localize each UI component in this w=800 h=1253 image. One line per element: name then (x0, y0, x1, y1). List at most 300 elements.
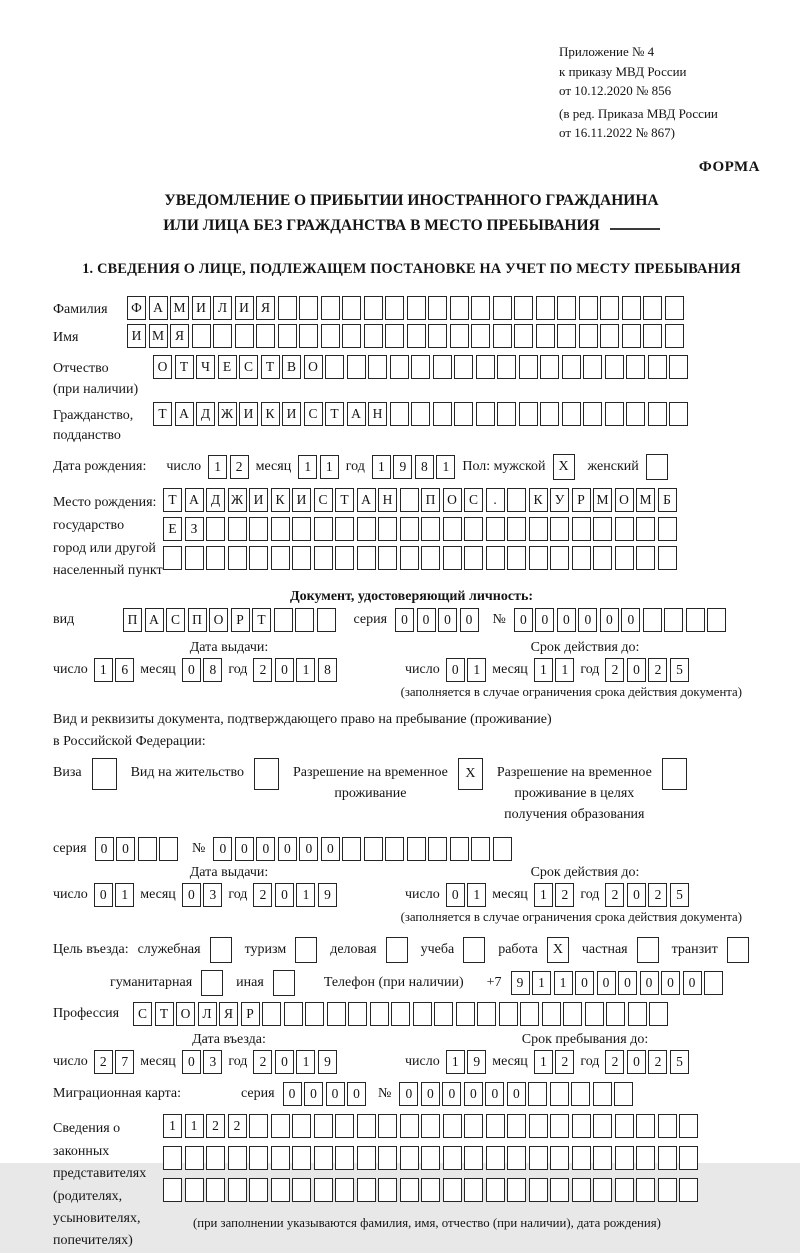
char-cell[interactable]: Е (163, 517, 182, 541)
char-cell[interactable]: 8 (415, 455, 434, 479)
char-cell[interactable] (295, 608, 314, 632)
char-cell[interactable]: О (209, 608, 228, 632)
char-cell[interactable]: 0 (275, 1050, 294, 1074)
char-cell[interactable] (636, 546, 655, 570)
char-cell[interactable] (262, 1002, 281, 1026)
char-cell[interactable]: 0 (621, 608, 640, 632)
char-cell[interactable] (628, 1002, 647, 1026)
char-cell[interactable]: 0 (627, 658, 646, 682)
entry-day-cells[interactable] (94, 1050, 135, 1074)
char-cell[interactable] (636, 1178, 655, 1202)
char-cell[interactable]: 5 (670, 658, 689, 682)
char-cell[interactable]: 0 (578, 608, 597, 632)
char-cell[interactable]: 0 (485, 1082, 504, 1106)
char-cell[interactable]: 0 (213, 837, 232, 861)
char-cell[interactable] (325, 355, 344, 379)
char-cell[interactable] (378, 1114, 397, 1138)
temp-residence-education-checkbox[interactable] (662, 758, 687, 790)
char-cell[interactable]: Т (175, 355, 194, 379)
birth-day-cells[interactable] (208, 455, 249, 479)
char-cell[interactable]: 2 (555, 1050, 574, 1074)
char-cell[interactable] (342, 837, 361, 861)
char-cell[interactable] (464, 517, 483, 541)
purpose-tourism-checkbox[interactable] (295, 937, 317, 963)
char-cell[interactable] (593, 1146, 612, 1170)
residence-permit-checkbox[interactable] (254, 758, 279, 790)
char-cell[interactable] (256, 324, 275, 348)
char-cell[interactable] (206, 546, 225, 570)
char-cell[interactable] (407, 837, 426, 861)
char-cell[interactable] (579, 324, 598, 348)
char-cell[interactable]: Ж (218, 402, 237, 426)
char-cell[interactable]: И (249, 488, 268, 512)
char-cell[interactable]: С (166, 608, 185, 632)
char-cell[interactable] (550, 1178, 569, 1202)
char-cell[interactable] (615, 1178, 634, 1202)
char-cell[interactable]: Л (213, 296, 232, 320)
char-cell[interactable]: О (615, 488, 634, 512)
char-cell[interactable] (348, 1002, 367, 1026)
purpose-humanitarian-checkbox[interactable] (201, 970, 223, 996)
char-cell[interactable] (390, 355, 409, 379)
char-cell[interactable] (357, 1178, 376, 1202)
birthplace-cells-row2[interactable] (163, 517, 677, 541)
char-cell[interactable] (471, 296, 490, 320)
char-cell[interactable]: Д (196, 402, 215, 426)
char-cell[interactable]: 2 (253, 658, 272, 682)
char-cell[interactable] (400, 488, 419, 512)
char-cell[interactable]: К (271, 488, 290, 512)
char-cell[interactable]: 5 (670, 883, 689, 907)
char-cell[interactable] (421, 517, 440, 541)
char-cell[interactable] (658, 517, 677, 541)
stay-expiry-day-cells[interactable] (446, 883, 487, 907)
char-cell[interactable] (159, 837, 178, 861)
stay-expiry-month-cells[interactable] (534, 883, 575, 907)
stay-issue-day-cells[interactable] (94, 883, 135, 907)
char-cell[interactable]: Т (252, 608, 271, 632)
char-cell[interactable] (486, 546, 505, 570)
char-cell[interactable] (636, 1146, 655, 1170)
char-cell[interactable] (606, 1002, 625, 1026)
char-cell[interactable] (271, 1114, 290, 1138)
char-cell[interactable] (643, 608, 662, 632)
char-cell[interactable] (278, 296, 297, 320)
char-cell[interactable]: 5 (670, 1050, 689, 1074)
char-cell[interactable]: А (357, 488, 376, 512)
char-cell[interactable] (572, 546, 591, 570)
char-cell[interactable] (407, 296, 426, 320)
char-cell[interactable]: Н (378, 488, 397, 512)
char-cell[interactable] (593, 546, 612, 570)
phone-cells[interactable] (511, 971, 724, 995)
char-cell[interactable] (213, 324, 232, 348)
char-cell[interactable] (299, 296, 318, 320)
char-cell[interactable] (536, 296, 555, 320)
char-cell[interactable] (400, 517, 419, 541)
char-cell[interactable] (615, 1114, 634, 1138)
char-cell[interactable]: 0 (347, 1082, 366, 1106)
char-cell[interactable] (579, 296, 598, 320)
citizenship-cells[interactable] (153, 402, 688, 426)
purpose-study-checkbox[interactable] (463, 937, 485, 963)
char-cell[interactable] (385, 296, 404, 320)
char-cell[interactable] (679, 1178, 698, 1202)
char-cell[interactable]: 1 (532, 971, 551, 995)
char-cell[interactable] (649, 1002, 668, 1026)
char-cell[interactable] (486, 1178, 505, 1202)
char-cell[interactable] (585, 1002, 604, 1026)
purpose-work-checkbox[interactable]: X (547, 937, 569, 963)
char-cell[interactable] (669, 355, 688, 379)
char-cell[interactable]: 2 (648, 883, 667, 907)
char-cell[interactable] (643, 324, 662, 348)
char-cell[interactable] (335, 1146, 354, 1170)
char-cell[interactable]: М (593, 488, 612, 512)
char-cell[interactable]: 1 (320, 455, 339, 479)
char-cell[interactable]: Ж (228, 488, 247, 512)
char-cell[interactable] (665, 296, 684, 320)
stay-until-day-cells[interactable] (446, 1050, 487, 1074)
char-cell[interactable] (391, 1002, 410, 1026)
char-cell[interactable] (292, 517, 311, 541)
purpose-other-checkbox[interactable] (273, 970, 295, 996)
char-cell[interactable]: 9 (467, 1050, 486, 1074)
char-cell[interactable] (206, 1178, 225, 1202)
char-cell[interactable]: 1 (163, 1114, 182, 1138)
char-cell[interactable]: М (636, 488, 655, 512)
char-cell[interactable]: Ф (127, 296, 146, 320)
char-cell[interactable] (411, 402, 430, 426)
char-cell[interactable]: Ч (196, 355, 215, 379)
char-cell[interactable] (507, 546, 526, 570)
char-cell[interactable]: К (529, 488, 548, 512)
char-cell[interactable]: 2 (228, 1114, 247, 1138)
char-cell[interactable]: 1 (436, 455, 455, 479)
char-cell[interactable] (271, 1178, 290, 1202)
char-cell[interactable]: И (235, 296, 254, 320)
char-cell[interactable] (507, 1178, 526, 1202)
char-cell[interactable] (593, 1178, 612, 1202)
char-cell[interactable] (357, 1146, 376, 1170)
doc-issue-month-cells[interactable] (182, 658, 223, 682)
char-cell[interactable]: 0 (640, 971, 659, 995)
char-cell[interactable] (471, 837, 490, 861)
char-cell[interactable] (274, 608, 293, 632)
char-cell[interactable]: Р (231, 608, 250, 632)
char-cell[interactable] (507, 1114, 526, 1138)
char-cell[interactable] (456, 1002, 475, 1026)
char-cell[interactable] (486, 1114, 505, 1138)
char-cell[interactable]: А (347, 402, 366, 426)
char-cell[interactable]: Т (335, 488, 354, 512)
char-cell[interactable] (519, 355, 538, 379)
char-cell[interactable] (163, 1178, 182, 1202)
char-cell[interactable] (434, 1002, 453, 1026)
char-cell[interactable]: А (175, 402, 194, 426)
char-cell[interactable]: 9 (511, 971, 530, 995)
char-cell[interactable] (493, 837, 512, 861)
char-cell[interactable]: 0 (283, 1082, 302, 1106)
char-cell[interactable] (519, 402, 538, 426)
char-cell[interactable] (572, 1178, 591, 1202)
char-cell[interactable] (704, 971, 723, 995)
char-cell[interactable]: 2 (605, 1050, 624, 1074)
char-cell[interactable]: 0 (182, 658, 201, 682)
char-cell[interactable]: Р (241, 1002, 260, 1026)
char-cell[interactable] (622, 296, 641, 320)
birthplace-cells-row3[interactable] (163, 546, 677, 570)
char-cell[interactable] (514, 324, 533, 348)
char-cell[interactable]: 0 (514, 608, 533, 632)
char-cell[interactable]: 2 (253, 1050, 272, 1074)
char-cell[interactable] (271, 1146, 290, 1170)
char-cell[interactable] (443, 546, 462, 570)
char-cell[interactable]: 0 (235, 837, 254, 861)
doc-number-cells[interactable] (514, 608, 727, 632)
char-cell[interactable] (507, 1146, 526, 1170)
char-cell[interactable] (550, 517, 569, 541)
char-cell[interactable] (477, 1002, 496, 1026)
char-cell[interactable] (357, 517, 376, 541)
char-cell[interactable]: 0 (597, 971, 616, 995)
char-cell[interactable] (572, 517, 591, 541)
char-cell[interactable]: 0 (326, 1082, 345, 1106)
char-cell[interactable]: Т (325, 402, 344, 426)
doc-issue-year-cells[interactable] (253, 658, 337, 682)
char-cell[interactable] (433, 402, 452, 426)
char-cell[interactable]: С (464, 488, 483, 512)
char-cell[interactable] (665, 324, 684, 348)
char-cell[interactable] (228, 1146, 247, 1170)
char-cell[interactable]: 0 (399, 1082, 418, 1106)
char-cell[interactable] (347, 355, 366, 379)
char-cell[interactable]: М (170, 296, 189, 320)
char-cell[interactable]: 1 (298, 455, 317, 479)
char-cell[interactable] (499, 1002, 518, 1026)
char-cell[interactable] (615, 1146, 634, 1170)
char-cell[interactable] (370, 1002, 389, 1026)
char-cell[interactable]: П (123, 608, 142, 632)
char-cell[interactable]: Е (218, 355, 237, 379)
char-cell[interactable] (486, 1146, 505, 1170)
char-cell[interactable]: Я (219, 1002, 238, 1026)
char-cell[interactable] (206, 1146, 225, 1170)
char-cell[interactable]: 8 (318, 658, 337, 682)
char-cell[interactable] (600, 324, 619, 348)
char-cell[interactable] (636, 1114, 655, 1138)
char-cell[interactable]: 1 (467, 658, 486, 682)
char-cell[interactable] (542, 1002, 561, 1026)
char-cell[interactable] (443, 517, 462, 541)
char-cell[interactable] (299, 324, 318, 348)
char-cell[interactable] (583, 402, 602, 426)
char-cell[interactable]: Д (206, 488, 225, 512)
char-cell[interactable] (593, 517, 612, 541)
char-cell[interactable]: 0 (460, 608, 479, 632)
char-cell[interactable] (540, 402, 559, 426)
char-cell[interactable]: 0 (535, 608, 554, 632)
birthplace-cells-row1[interactable] (163, 488, 677, 512)
char-cell[interactable]: О (443, 488, 462, 512)
char-cell[interactable] (138, 837, 157, 861)
char-cell[interactable]: 0 (417, 608, 436, 632)
char-cell[interactable] (335, 546, 354, 570)
char-cell[interactable] (185, 1178, 204, 1202)
char-cell[interactable]: У (550, 488, 569, 512)
char-cell[interactable] (648, 355, 667, 379)
entry-month-cells[interactable] (182, 1050, 223, 1074)
char-cell[interactable] (615, 517, 634, 541)
char-cell[interactable] (400, 546, 419, 570)
char-cell[interactable]: 6 (115, 658, 134, 682)
temp-residence-checkbox[interactable]: X (458, 758, 483, 790)
char-cell[interactable]: 0 (275, 658, 294, 682)
char-cell[interactable] (450, 296, 469, 320)
char-cell[interactable] (471, 324, 490, 348)
char-cell[interactable]: 0 (278, 837, 297, 861)
char-cell[interactable] (529, 517, 548, 541)
char-cell[interactable]: 0 (446, 658, 465, 682)
char-cell[interactable]: Т (155, 1002, 174, 1026)
char-cell[interactable]: 1 (296, 1050, 315, 1074)
char-cell[interactable] (493, 324, 512, 348)
char-cell[interactable]: 0 (627, 883, 646, 907)
char-cell[interactable] (385, 837, 404, 861)
patronymic-cells[interactable] (153, 355, 688, 379)
char-cell[interactable] (679, 1114, 698, 1138)
char-cell[interactable] (271, 517, 290, 541)
surname-cells[interactable] (127, 296, 684, 320)
char-cell[interactable] (626, 402, 645, 426)
char-cell[interactable] (571, 1082, 590, 1106)
char-cell[interactable]: 0 (116, 837, 135, 861)
char-cell[interactable] (357, 1114, 376, 1138)
doc-issue-day-cells[interactable] (94, 658, 135, 682)
char-cell[interactable] (636, 517, 655, 541)
representatives-cells-row2[interactable] (163, 1146, 698, 1170)
char-cell[interactable]: 9 (393, 455, 412, 479)
char-cell[interactable] (314, 546, 333, 570)
char-cell[interactable] (648, 402, 667, 426)
char-cell[interactable]: Т (261, 355, 280, 379)
char-cell[interactable] (520, 1002, 539, 1026)
char-cell[interactable] (314, 1146, 333, 1170)
char-cell[interactable]: 0 (661, 971, 680, 995)
char-cell[interactable]: 0 (575, 971, 594, 995)
char-cell[interactable] (192, 324, 211, 348)
char-cell[interactable] (529, 1146, 548, 1170)
char-cell[interactable] (536, 324, 555, 348)
birth-year-cells[interactable] (372, 455, 456, 479)
char-cell[interactable] (292, 1146, 311, 1170)
visa-checkbox[interactable] (92, 758, 117, 790)
char-cell[interactable] (400, 1114, 419, 1138)
char-cell[interactable] (335, 1114, 354, 1138)
char-cell[interactable]: 1 (534, 1050, 553, 1074)
char-cell[interactable] (411, 355, 430, 379)
mc-series-cells[interactable] (283, 1082, 367, 1106)
char-cell[interactable]: 8 (203, 658, 222, 682)
char-cell[interactable] (450, 324, 469, 348)
doc-series-cells[interactable] (395, 608, 479, 632)
char-cell[interactable] (271, 546, 290, 570)
purpose-business-checkbox[interactable] (386, 937, 408, 963)
char-cell[interactable]: 1 (296, 658, 315, 682)
char-cell[interactable]: 1 (372, 455, 391, 479)
char-cell[interactable]: 1 (296, 883, 315, 907)
char-cell[interactable] (421, 1146, 440, 1170)
char-cell[interactable] (557, 324, 576, 348)
char-cell[interactable] (400, 1178, 419, 1202)
char-cell[interactable] (321, 296, 340, 320)
char-cell[interactable] (528, 1082, 547, 1106)
char-cell[interactable]: 0 (421, 1082, 440, 1106)
char-cell[interactable] (550, 1114, 569, 1138)
char-cell[interactable] (562, 355, 581, 379)
char-cell[interactable] (335, 517, 354, 541)
char-cell[interactable]: С (304, 402, 323, 426)
char-cell[interactable] (249, 1178, 268, 1202)
char-cell[interactable]: 0 (442, 1082, 461, 1106)
char-cell[interactable]: 3 (203, 883, 222, 907)
char-cell[interactable] (421, 1114, 440, 1138)
char-cell[interactable] (669, 402, 688, 426)
char-cell[interactable] (368, 355, 387, 379)
char-cell[interactable]: А (149, 296, 168, 320)
char-cell[interactable]: 9 (318, 883, 337, 907)
stay-issue-month-cells[interactable] (182, 883, 223, 907)
male-checkbox[interactable]: X (553, 454, 575, 480)
char-cell[interactable] (464, 1114, 483, 1138)
stay-expiry-year-cells[interactable] (605, 883, 689, 907)
stay-number-cells[interactable] (213, 837, 512, 861)
doc-kind-cells[interactable] (123, 608, 336, 632)
char-cell[interactable]: 1 (555, 658, 574, 682)
doc-expiry-month-cells[interactable] (534, 658, 575, 682)
char-cell[interactable] (292, 1178, 311, 1202)
char-cell[interactable] (428, 837, 447, 861)
char-cell[interactable]: 2 (253, 883, 272, 907)
doc-expiry-day-cells[interactable] (446, 658, 487, 682)
char-cell[interactable] (583, 355, 602, 379)
char-cell[interactable]: 0 (94, 883, 113, 907)
char-cell[interactable]: 1 (554, 971, 573, 995)
char-cell[interactable]: 0 (95, 837, 114, 861)
char-cell[interactable] (486, 517, 505, 541)
char-cell[interactable]: Т (163, 488, 182, 512)
purpose-transit-checkbox[interactable] (727, 937, 749, 963)
char-cell[interactable] (562, 402, 581, 426)
char-cell[interactable] (464, 546, 483, 570)
char-cell[interactable] (658, 1146, 677, 1170)
char-cell[interactable]: О (304, 355, 323, 379)
char-cell[interactable] (514, 296, 533, 320)
char-cell[interactable] (600, 296, 619, 320)
char-cell[interactable] (228, 546, 247, 570)
birth-month-cells[interactable] (298, 455, 339, 479)
char-cell[interactable]: 0 (321, 837, 340, 861)
char-cell[interactable] (378, 546, 397, 570)
char-cell[interactable] (622, 324, 641, 348)
char-cell[interactable] (292, 546, 311, 570)
char-cell[interactable]: О (176, 1002, 195, 1026)
char-cell[interactable] (643, 296, 662, 320)
char-cell[interactable] (278, 324, 297, 348)
char-cell[interactable]: . (486, 488, 505, 512)
char-cell[interactable] (454, 355, 473, 379)
mc-number-cells[interactable] (399, 1082, 633, 1106)
